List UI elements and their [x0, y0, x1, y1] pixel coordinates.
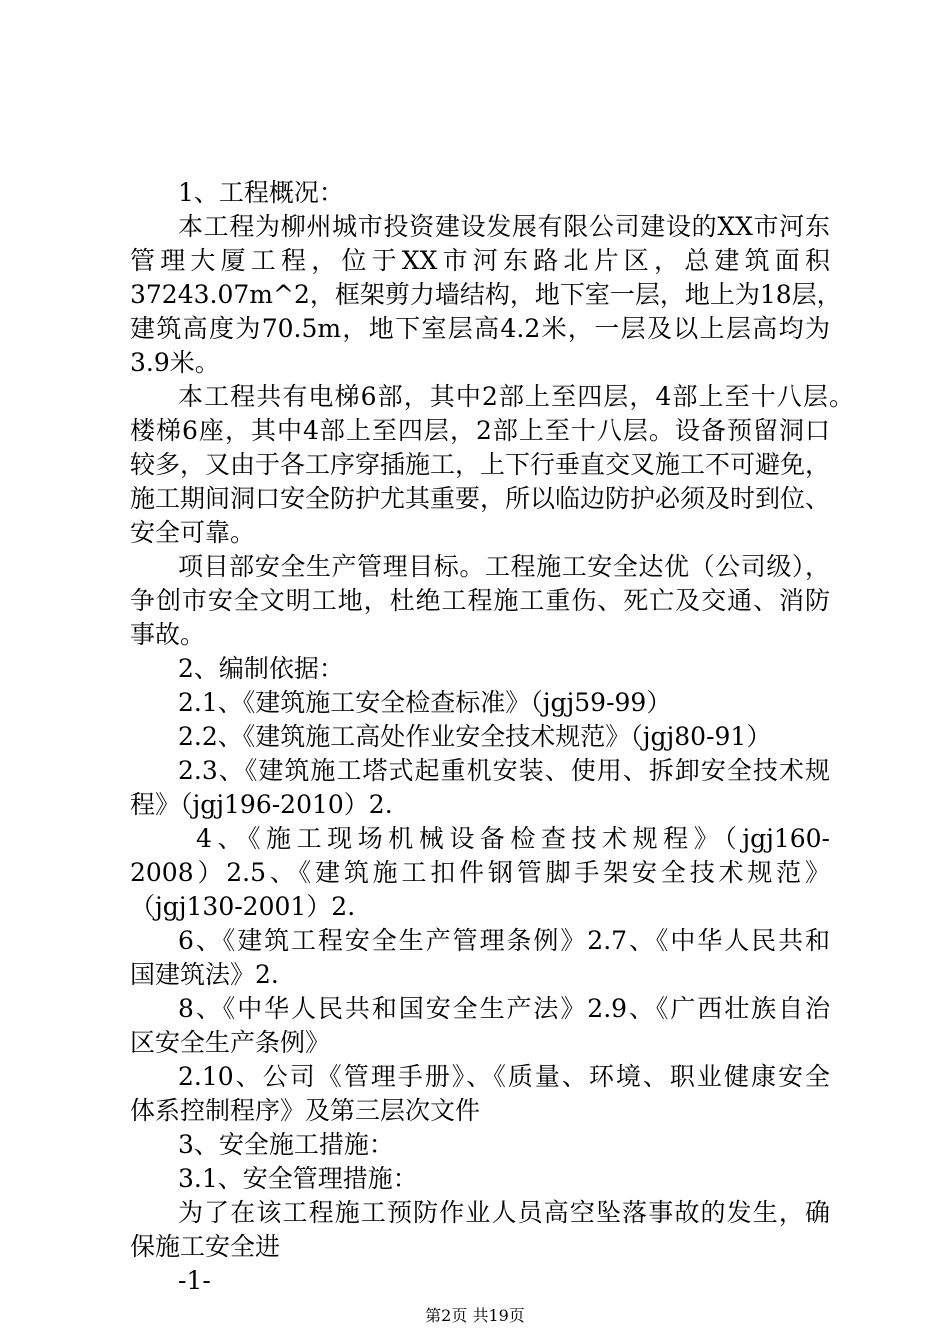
inner-page-number: -1-	[178, 1266, 211, 1295]
paragraph-line: 楼梯6座，其中4部上至四层，2部上至十八层。设备预留洞口	[130, 416, 830, 445]
paragraph-line: 施工期间洞口安全防护尤其重要，所以临边防护必须及时到位、	[130, 484, 831, 513]
basis-item: 8、《中华人民共和国安全生产法》2.9、《广西壮族自治	[178, 994, 830, 1023]
paragraph-line: 为了在该工程施工预防作业人员高空坠落事故的发生，确	[178, 1198, 830, 1227]
heading-basis: 2、编制依据：	[178, 654, 344, 683]
heading-overview: 1、工程概况：	[178, 178, 344, 207]
paragraph-line: 较多，又由于各工序穿插施工，上下行垂直交叉施工不可避免，	[130, 450, 831, 479]
basis-item: 2.10、公司《管理手册》、《质量、环境、职业健康安全	[178, 1062, 830, 1091]
page-footer: 第2页 共19页	[425, 1306, 525, 1325]
paragraph-line: 3.9米。	[130, 348, 220, 377]
paragraph-line: 安全可靠。	[130, 518, 256, 547]
basis-item: 体系控制程序》及第三层次文件	[130, 1096, 481, 1125]
basis-item: 4、《施工现场机械设备检查技术规程》（jgj160-	[196, 824, 830, 853]
paragraph-line: 37243.07m^2，框架剪力墙结构，地下室一层，地上为18层，	[130, 280, 842, 309]
paragraph-line: 争创市安全文明工地，杜绝工程施工重伤、死亡及交通、消防	[130, 586, 830, 615]
paragraph-line: 建筑高度为70.5m，地下室层高4.2米，一层及以上层高均为	[130, 314, 830, 343]
basis-item: 6、《建筑工程安全生产管理条例》2.7、《中华人民共和	[178, 926, 830, 955]
basis-item: 区安全生产条例》	[130, 1028, 331, 1057]
paragraph-line: 本工程共有电梯6部，其中2部上至四层，4部上至十八层。	[178, 382, 854, 411]
subheading-management: 3.1、安全管理措施：	[178, 1164, 418, 1193]
basis-item: 2.3、《建筑施工塔式起重机安装、使用、拆卸安全技术规	[178, 756, 830, 785]
heading-measures: 3、安全施工措施：	[178, 1130, 394, 1159]
paragraph-line: 管理大厦工程，位于XX市河东路北片区，总建筑面积	[130, 246, 830, 275]
basis-item: 国建筑法》2.	[130, 960, 279, 989]
basis-item: 2.1、《建筑施工安全检查标准》（jgj59-99）	[178, 688, 672, 717]
basis-item: 2008）2.5、《建筑施工扣件钢管脚手架安全技术规范》	[130, 858, 830, 887]
basis-item: 2.2、《建筑施工高处作业安全技术规范》（jgj80-91）	[178, 722, 772, 751]
paragraph-line: 项目部安全生产管理目标。工程施工安全达优（公司级），	[178, 552, 830, 581]
paragraph-line: 保施工安全进	[130, 1232, 281, 1261]
basis-item: （jgj130-2001）2.	[130, 892, 356, 921]
paragraph-line: 事故。	[130, 620, 206, 649]
paragraph-line: 本工程为柳州城市投资建设发展有限公司建设的XX市河东	[178, 212, 830, 241]
basis-item: 程》（jgj196-2010）2.	[130, 790, 393, 819]
